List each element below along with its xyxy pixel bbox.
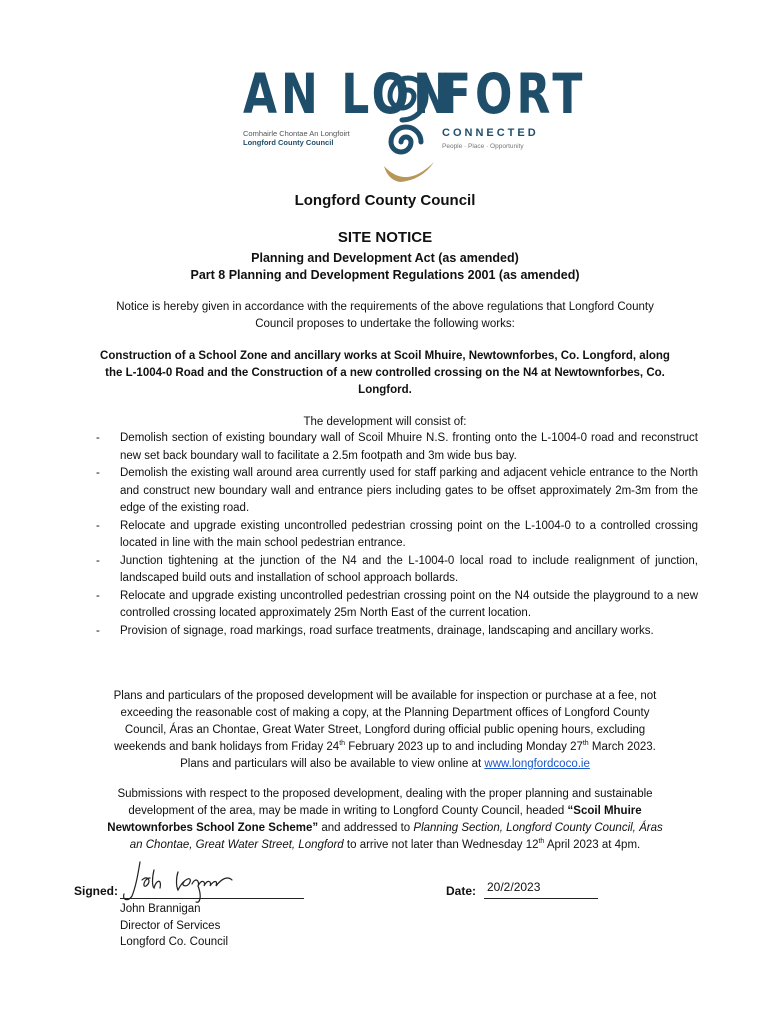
works-line: Construction of a School Zone and ancillary works at Scoil Mhuire, Newtownforbes, Co. Longford, along [100, 350, 670, 362]
council-website-link[interactable]: www.longfordcoco.ie [484, 758, 590, 770]
submissions-line [60, 820, 710, 837]
spiral-logo-icon [376, 62, 440, 190]
intro-line: Notice is hereby given in accordance with the requirements of the above regulations that Longford County [116, 301, 654, 313]
submissions-text: development of the area, may be made in writing to Longford County Council, headed [128, 805, 568, 817]
dash-bullet: - [96, 432, 100, 444]
list-item-text: Relocate and upgrade existing uncontrolled pedestrian crossing point on the L-1004-0 to a controlled crossing located in line with the main school pedestrian entrance. [120, 519, 698, 549]
list-item [96, 430, 698, 465]
signature-line [120, 898, 304, 899]
works-description [60, 348, 710, 399]
ordinal-suffix: th [538, 838, 545, 846]
submissions-line [60, 837, 710, 854]
submissions-line: Submissions with respect to the proposed development, dealing with the proper planning and sustainable [117, 788, 653, 800]
list-item-text: Provision of signage, road markings, road surface treatments, drainage, landscaping and ancillary works. [120, 624, 654, 637]
submissions-paragraph [60, 786, 710, 854]
signed-label: Signed: [74, 884, 118, 898]
works-line: Longford. [358, 384, 412, 396]
development-intro: The development will consist of: [303, 416, 467, 428]
submissions-text: and addressed to [318, 822, 414, 834]
dash-bullet: - [96, 554, 100, 567]
plans-line: exceeding the reasonable cost of making a copy, at the Planning Department offices of Longford County [120, 707, 650, 719]
dash-bullet: - [96, 589, 100, 602]
list-item [96, 518, 698, 553]
development-list [96, 430, 698, 640]
dash-bullet: - [96, 624, 100, 637]
signatory-block [120, 901, 228, 951]
date-line [484, 898, 598, 899]
plans-paragraph [60, 688, 710, 773]
plans-line [60, 739, 710, 756]
list-item-text: Relocate and upgrade existing uncontrolled pedestrian crossing point on the N4 outside the playground to a new controlled crossing located approximately 25m North East of the current location. [120, 589, 698, 619]
site-notice-heading: SITE NOTICE [337, 229, 433, 246]
intro-line: Council proposes to undertake the following works: [255, 318, 515, 330]
plans-text: March 2023. [588, 741, 656, 753]
plans-text: February 2023 up to and including Monday 27 [345, 741, 583, 753]
submissions-text: April 2023 at 4pm. [544, 839, 641, 851]
list-item-text: Junction tightening at the junction of the N4 and the L-1004-0 local road to include realignment of junction, landscaped build outs and installation of school approach bollards. [120, 554, 698, 584]
logo-english-name: Longford County Council [243, 138, 334, 147]
council-title: Longford County Council [294, 192, 476, 209]
plans-text: weekends and bank holidays from Friday 24 [114, 741, 340, 753]
works-line: the L-1004-0 Road and the Construction of a new controlled crossing on the N4 at Newtownforbes, Co. [105, 367, 665, 379]
signatory-title: Director of Services [120, 919, 221, 932]
list-item-text: Demolish the existing wall around area currently used for staff parking and adjacent vehicle entrance to the North and construct new boundary wall and entrance piers including gates to be offset approximately 2m-3m from the edge of the existing road. [120, 467, 698, 514]
act-line-2: Part 8 Planning and Development Regulations 2001 (as amended) [190, 268, 580, 282]
plans-text: Plans and particulars will also be available to view online at [180, 758, 485, 770]
scheme-title: “Scoil Mhuire [567, 805, 642, 817]
logo-word-right: FORT [441, 63, 587, 127]
scheme-title: Newtownforbes School Zone Scheme” [107, 822, 319, 834]
signatory-name: John Brannigan [120, 903, 201, 915]
list-item [96, 465, 698, 518]
submissions-line [60, 803, 710, 820]
plans-line [60, 756, 710, 773]
dash-bullet: - [96, 467, 100, 479]
logo-irish-name: Comhairle Chontae An Longfoirt [243, 129, 350, 138]
list-item [96, 623, 698, 641]
logo-tagline: People · Place · Opportunity [442, 143, 524, 150]
list-item-text: Demolish section of existing boundary wall of Scoil Mhuire N.S. fronting onto the L-1004-0 road and reconstruct new set back boundary wall to facilitate a 2.5m footpath and 3m wide bus bay. [120, 432, 698, 462]
date-label: Date: [446, 884, 477, 898]
list-item [96, 553, 698, 588]
logo-word-left: AN LON [243, 63, 454, 127]
plans-line: Plans and particulars of the proposed development will be available for inspection or purchase at a fee, not [113, 690, 657, 702]
submissions-text: to arrive not later than Wednesday 12 [343, 839, 539, 851]
list-item [96, 588, 698, 623]
submission-address: Planning Section, Longford County Council, Áras [413, 822, 663, 834]
act-reference [60, 250, 710, 284]
act-line-1: Planning and Development Act (as amended) [251, 251, 519, 265]
logo-subtitle [243, 129, 350, 147]
intro-paragraph [60, 299, 710, 333]
council-logo [243, 63, 587, 198]
submission-address: an Chontae, Great Water Street, Longford [129, 839, 344, 851]
signatory-organisation: Longford Co. Council [120, 936, 229, 948]
date-value: 20/2/2023 [487, 880, 541, 894]
logo-connected: CONNECTED [442, 127, 539, 139]
dash-bullet: - [96, 519, 100, 532]
ordinal-suffix: th [339, 740, 346, 748]
plans-line: Council, Áras an Chontae, Great Water Street, Longford during official public opening hours, excluding [124, 724, 646, 736]
ordinal-suffix: th [582, 740, 589, 748]
